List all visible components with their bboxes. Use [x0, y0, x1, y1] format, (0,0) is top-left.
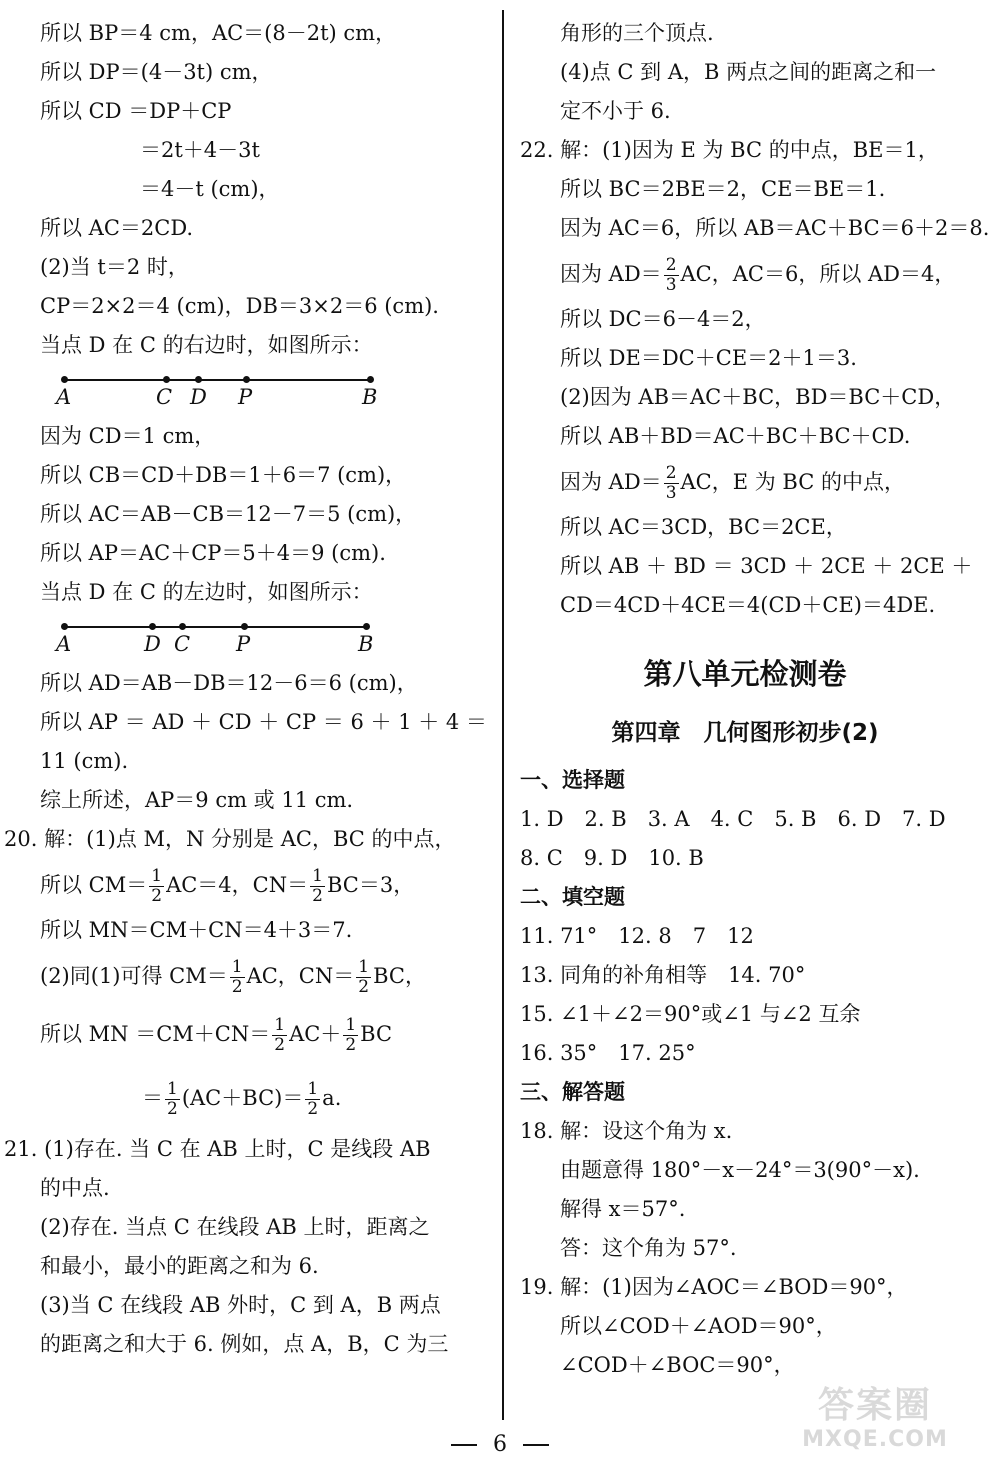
point-label-a: A — [56, 632, 72, 656]
denominator: 2 — [345, 1035, 357, 1055]
answer-line: 13. 同角的补角相等 14. 70° — [520, 963, 806, 987]
text-line: 因为 CD＝1 cm， — [40, 424, 216, 448]
watermark-logo — [770, 1385, 980, 1460]
denominator: 2 — [358, 977, 370, 997]
point-label-p: P — [238, 385, 253, 409]
numerator: 1 — [312, 866, 323, 886]
denominator: 2 — [167, 1099, 178, 1119]
point-d — [149, 623, 156, 630]
text-span: AC，E 为 BC 的中点， — [680, 470, 905, 494]
text-line: 所以 DC＝6－4＝2， — [560, 307, 766, 331]
question-18: 18. 解：设这个角为 x. — [520, 1119, 733, 1143]
text-line: 所以 AP ＝ AD ＋ CD ＋ CP ＝ 6 ＋ 1 ＋ 4 ＝ — [40, 710, 487, 734]
fraction-two-thirds — [664, 257, 679, 294]
text-line: 的中点. — [40, 1176, 110, 1200]
text-line — [40, 859, 490, 911]
numerator: 2 — [665, 255, 677, 275]
watermark-url: MXQE.COM — [802, 1427, 948, 1452]
answer-line: 16. 35° 17. 25° — [520, 1041, 696, 1065]
point-label-p: P — [236, 632, 251, 656]
section-heading-choice: 一、选择题 — [520, 768, 625, 792]
text-line — [520, 248, 970, 300]
text-span: (AC＋BC)＝ — [181, 1086, 304, 1110]
text-line: 所以 AC＝2CD. — [40, 216, 194, 240]
section-heading-solve: 三、解答题 — [520, 1080, 625, 1104]
fraction-half — [356, 959, 371, 996]
text-line: 角形的三个顶点. — [560, 21, 714, 45]
text-line — [520, 456, 970, 508]
numerator: 1 — [274, 1015, 286, 1035]
text-span: 所以 MN ＝CM＋CN＝ — [40, 1022, 271, 1046]
text-line: ＝4－t (cm)， — [140, 177, 280, 201]
text-line: 和最小，最小的距离之和为 6. — [40, 1254, 319, 1278]
denominator: 3 — [665, 275, 677, 295]
text-line: 所以 AB＋BD＝AC＋BC＋BC＋CD. — [560, 424, 911, 448]
text-line — [40, 1066, 490, 1130]
point-p — [243, 376, 250, 383]
watermark-text: 答案圈 — [817, 1385, 932, 1426]
answer-line: 8. C 9. D 10. B — [520, 846, 704, 870]
dash-right — [523, 1444, 549, 1446]
text-line: CP＝2×2＝4 (cm)，DB＝3×2＝6 (cm). — [40, 294, 439, 318]
left-column — [4, 14, 490, 1364]
answer-line: 1. D 2. B 3. A 4. C 5. B 6. D 7. D — [520, 807, 946, 831]
text-line: 定不小于 6. — [560, 99, 671, 123]
dash-left — [451, 1444, 477, 1446]
text-span: AC，CN＝ — [246, 964, 355, 988]
text-line: 所以 BP＝4 cm，AC＝(8－2t) cm， — [40, 21, 397, 45]
text-line: 当点 D 在 C 的左边时，如图所示： — [40, 580, 373, 604]
point-b — [363, 623, 370, 630]
denominator: 2 — [307, 1099, 319, 1119]
column-divider — [502, 10, 504, 1420]
text-line: 答：这个角为 57°. — [560, 1236, 737, 1260]
text-line: 11 (cm). — [40, 749, 129, 773]
denominator: 3 — [665, 483, 677, 503]
text-span: BC — [360, 1022, 393, 1046]
text-line: 因为 AC＝6，所以 AB＝AC＋BC＝6＋2＝8. — [560, 216, 990, 240]
text-line: ＝2t＋4－3t — [140, 138, 260, 162]
text-line: 所以 CD ＝DP＋CP — [40, 99, 232, 123]
point-label-c: C — [174, 632, 191, 656]
numerator: 1 — [345, 1015, 357, 1035]
text-line: CD＝4CD＋4CE＝4(CD＋CE)＝4DE. — [560, 593, 936, 617]
point-label-d: D — [144, 632, 161, 656]
point-label-b: B — [362, 385, 378, 409]
text-line: 解得 x＝57°. — [560, 1197, 686, 1221]
point-c — [163, 376, 170, 383]
text-span: BC＝3， — [326, 873, 415, 897]
point-label-d: D — [190, 385, 207, 409]
point-b — [367, 376, 374, 383]
numerator: 1 — [167, 1079, 178, 1099]
text-span: BC， — [373, 964, 426, 988]
denominator: 2 — [274, 1035, 286, 1055]
text-line: 所以 AC＝3CD，BC＝2CE， — [560, 515, 847, 539]
answer-line: 11. 71° 12. 8 7 12 — [520, 924, 754, 948]
denominator: 2 — [312, 886, 323, 906]
text-span: AC＝4，CN＝ — [166, 873, 309, 897]
line-segment — [64, 626, 366, 628]
text-line: 所以 AB ＋ BD ＝ 3CD ＋ 2CE ＋ 2CE ＋ — [560, 554, 973, 578]
text-line: (2)存在. 当点 C 在线段 AB 上时，距离之 — [40, 1215, 430, 1239]
point-label-c: C — [156, 385, 173, 409]
point-p — [241, 623, 248, 630]
fraction-half — [165, 1081, 180, 1118]
text-line: 所以 BC＝2BE＝2，CE＝BE＝1. — [560, 177, 886, 201]
unit-title: 第八单元检测卷 — [643, 657, 847, 691]
text-span: 因为 AD＝ — [560, 470, 662, 494]
numerator: 1 — [231, 957, 243, 977]
text-span: AC＋ — [289, 1022, 342, 1046]
question-22: 22. 解：(1)因为 E 为 BC 的中点，BE＝1， — [520, 138, 939, 162]
text-span: 所以 CM＝ — [40, 873, 148, 897]
text-line: ∠COD＋∠BOC＝90°， — [560, 1353, 795, 1377]
point-label-a: A — [56, 385, 72, 409]
text-line: (4)点 C 到 A，B 两点之间的距离之和一 — [560, 60, 937, 84]
chapter-subtitle: 第四章 几何图形初步(2) — [611, 720, 879, 746]
text-line: 的距离之和大于 6. 例如，点 A，B，C 为三 — [40, 1332, 449, 1356]
text-line: 所以 DP＝(4－3t) cm， — [40, 60, 273, 84]
text-line: 所以∠COD＋∠AOD＝90°， — [560, 1314, 837, 1338]
text-line: 所以 AC＝AB－CB＝12－7＝5 (cm)， — [40, 502, 417, 526]
numerator: 1 — [358, 957, 370, 977]
point-a — [61, 623, 68, 630]
fraction-half — [149, 868, 164, 905]
text-line: (2)因为 AB＝AC＋BC，BD＝BC＋CD， — [560, 385, 956, 409]
denominator: 2 — [151, 886, 163, 906]
page-number-text: 6 — [493, 1432, 507, 1457]
text-span: (2)同(1)可得 CM＝ — [40, 964, 228, 988]
text-line: 由题意得 180°－x－24°＝3(90°－x). — [560, 1158, 920, 1182]
text-line — [40, 1002, 490, 1066]
text-span: 因为 AD＝ — [560, 262, 662, 286]
fraction-half — [230, 959, 245, 996]
fraction-half — [272, 1017, 287, 1054]
question-19: 19. 解：(1)因为∠AOC＝∠BOD＝90°， — [520, 1275, 908, 1299]
text-span: a. — [322, 1086, 342, 1110]
right-column — [520, 14, 990, 1385]
fraction-half — [305, 1081, 320, 1118]
numerator: 1 — [307, 1079, 319, 1099]
text-line: (2)当 t＝2 时， — [40, 255, 189, 279]
text-line: 所以 AD＝AB－DB＝12－6＝6 (cm)， — [40, 671, 418, 695]
numerator: 2 — [665, 463, 677, 483]
point-d — [195, 376, 202, 383]
text-line: 当点 D 在 C 的右边时，如图所示： — [40, 333, 373, 357]
fraction-two-thirds — [664, 465, 679, 502]
question-20: 20. 解：(1)点 M，N 分别是 AC，BC 的中点， — [4, 827, 456, 851]
fraction-half — [310, 868, 325, 905]
text-line: 所以 CB＝CD＋DB＝1＋6＝7 (cm)， — [40, 463, 407, 487]
text-span: ＝ — [142, 1086, 163, 1110]
text-line — [40, 950, 490, 1002]
fraction-half — [343, 1017, 358, 1054]
segment-figure-2 — [40, 612, 490, 664]
point-label-b: B — [358, 632, 374, 656]
text-line: 综上所述，AP＝9 cm 或 11 cm. — [40, 788, 354, 812]
text-span: AC，AC＝6，所以 AD＝4， — [680, 262, 956, 286]
question-21: 21. (1)存在. 当 C 在 AB 上时，C 是线段 AB — [4, 1137, 431, 1161]
point-c — [179, 623, 186, 630]
numerator: 1 — [151, 866, 163, 886]
text-line: 所以 DE＝DC＋CE＝2＋1＝3. — [560, 346, 857, 370]
denominator: 2 — [231, 977, 243, 997]
text-line: (3)当 C 在线段 AB 外时，C 到 A，B 两点 — [40, 1293, 441, 1317]
text-line: 所以 AP＝AC＋CP＝5＋4＝9 (cm). — [40, 541, 386, 565]
answer-line: 15. ∠1＋∠2＝90°或∠1 与∠2 互余 — [520, 1002, 861, 1026]
text-line: 所以 MN＝CM＋CN＝4＋3＝7. — [40, 918, 353, 942]
point-a — [61, 376, 68, 383]
segment-figure-1 — [40, 365, 490, 417]
section-heading-fill: 二、填空题 — [520, 885, 625, 909]
line-segment — [64, 379, 370, 381]
